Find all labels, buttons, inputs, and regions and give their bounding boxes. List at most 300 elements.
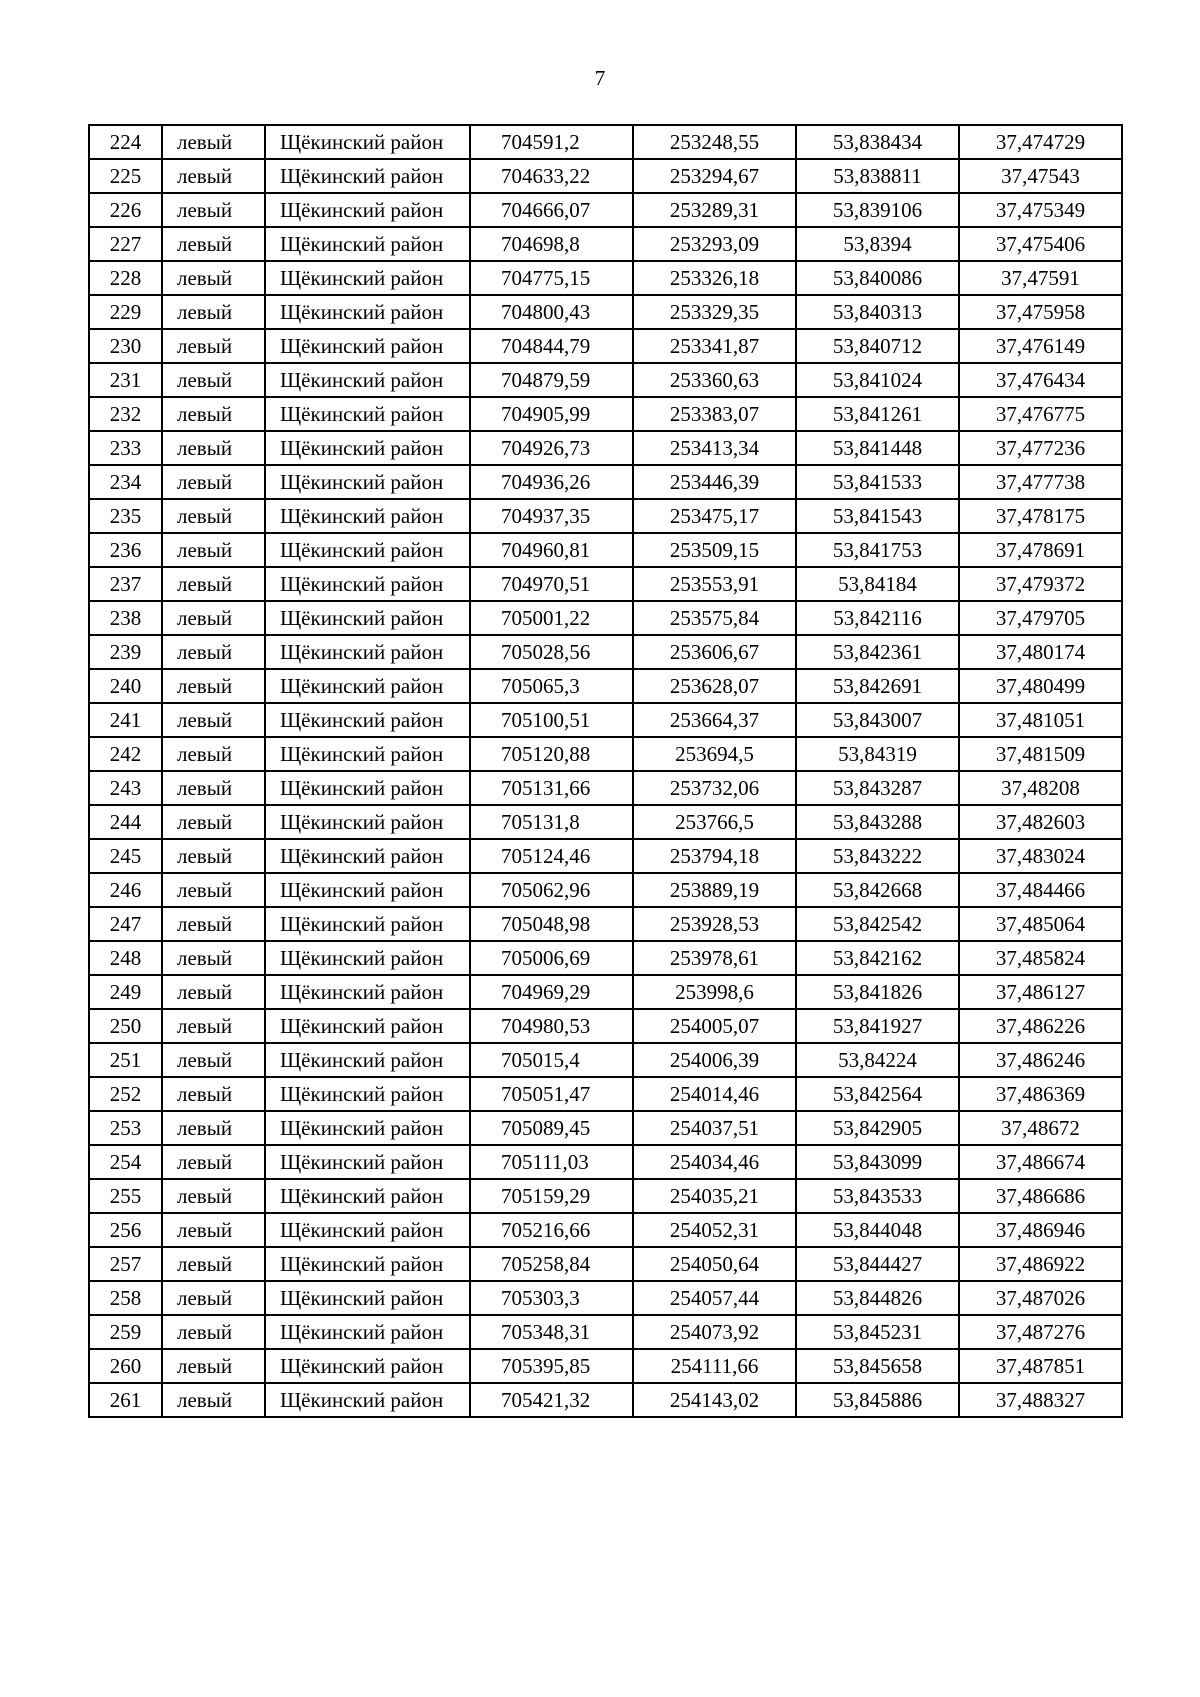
x-coordinate-cell: 704970,51 — [470, 567, 633, 601]
x-coordinate-cell: 704937,35 — [470, 499, 633, 533]
y-coordinate-cell: 253509,15 — [633, 533, 796, 567]
point-number-cell: 230 — [89, 329, 162, 363]
bank-side-cell: левый — [162, 601, 265, 635]
bank-side-cell: левый — [162, 1383, 265, 1417]
point-number-cell: 252 — [89, 1077, 162, 1111]
district-cell: Щёкинский район — [265, 329, 470, 363]
bank-side-cell: левый — [162, 805, 265, 839]
x-coordinate-cell: 705051,47 — [470, 1077, 633, 1111]
x-coordinate-cell: 704698,8 — [470, 227, 633, 261]
table-row — [89, 1247, 1122, 1281]
y-coordinate-cell: 253575,84 — [633, 601, 796, 635]
longitude-cell: 37,48672 — [959, 1111, 1122, 1145]
latitude-cell: 53,843007 — [796, 703, 959, 737]
y-coordinate-cell: 254037,51 — [633, 1111, 796, 1145]
bank-side-cell: левый — [162, 839, 265, 873]
bank-side-cell: левый — [162, 1315, 265, 1349]
table-row — [89, 805, 1122, 839]
bank-side-cell: левый — [162, 499, 265, 533]
latitude-cell: 53,842691 — [796, 669, 959, 703]
point-number-cell: 245 — [89, 839, 162, 873]
point-number-cell: 228 — [89, 261, 162, 295]
x-coordinate-cell: 705303,3 — [470, 1281, 633, 1315]
point-number-cell: 257 — [89, 1247, 162, 1281]
point-number-cell: 250 — [89, 1009, 162, 1043]
bank-side-cell: левый — [162, 873, 265, 907]
table-row — [89, 295, 1122, 329]
x-coordinate-cell: 704800,43 — [470, 295, 633, 329]
district-cell: Щёкинский район — [265, 703, 470, 737]
district-cell: Щёкинский район — [265, 669, 470, 703]
y-coordinate-cell: 254034,46 — [633, 1145, 796, 1179]
point-number-cell: 246 — [89, 873, 162, 907]
bank-side-cell: левый — [162, 975, 265, 1009]
point-number-cell: 238 — [89, 601, 162, 635]
latitude-cell: 53,843222 — [796, 839, 959, 873]
x-coordinate-cell: 705062,96 — [470, 873, 633, 907]
x-coordinate-cell: 704879,59 — [470, 363, 633, 397]
x-coordinate-cell: 705421,32 — [470, 1383, 633, 1417]
bank-side-cell: левый — [162, 635, 265, 669]
district-cell: Щёкинский район — [265, 1247, 470, 1281]
district-cell: Щёкинский район — [265, 431, 470, 465]
x-coordinate-cell: 705348,31 — [470, 1315, 633, 1349]
table-row — [89, 1179, 1122, 1213]
y-coordinate-cell: 253766,5 — [633, 805, 796, 839]
district-cell: Щёкинский район — [265, 295, 470, 329]
x-coordinate-cell: 704905,99 — [470, 397, 633, 431]
x-coordinate-cell: 705089,45 — [470, 1111, 633, 1145]
y-coordinate-cell: 253293,09 — [633, 227, 796, 261]
point-number-cell: 233 — [89, 431, 162, 465]
x-coordinate-cell: 704980,53 — [470, 1009, 633, 1043]
y-coordinate-cell: 253928,53 — [633, 907, 796, 941]
y-coordinate-cell: 253341,87 — [633, 329, 796, 363]
x-coordinate-cell: 705001,22 — [470, 601, 633, 635]
point-number-cell: 248 — [89, 941, 162, 975]
y-coordinate-cell: 253383,07 — [633, 397, 796, 431]
latitude-cell: 53,842668 — [796, 873, 959, 907]
x-coordinate-cell: 705100,51 — [470, 703, 633, 737]
bank-side-cell: левый — [162, 159, 265, 193]
latitude-cell: 53,844048 — [796, 1213, 959, 1247]
y-coordinate-cell: 253475,17 — [633, 499, 796, 533]
longitude-cell: 37,475349 — [959, 193, 1122, 227]
point-number-cell: 229 — [89, 295, 162, 329]
district-cell: Щёкинский район — [265, 1043, 470, 1077]
table-row — [89, 941, 1122, 975]
longitude-cell: 37,485824 — [959, 941, 1122, 975]
bank-side-cell: левый — [162, 1009, 265, 1043]
latitude-cell: 53,844826 — [796, 1281, 959, 1315]
latitude-cell: 53,845658 — [796, 1349, 959, 1383]
bank-side-cell: левый — [162, 193, 265, 227]
latitude-cell: 53,838811 — [796, 159, 959, 193]
point-number-cell: 254 — [89, 1145, 162, 1179]
table-row — [89, 1213, 1122, 1247]
bank-side-cell: левый — [162, 227, 265, 261]
latitude-cell: 53,841543 — [796, 499, 959, 533]
longitude-cell: 37,486246 — [959, 1043, 1122, 1077]
y-coordinate-cell: 253998,6 — [633, 975, 796, 1009]
x-coordinate-cell: 705258,84 — [470, 1247, 633, 1281]
bank-side-cell: левый — [162, 567, 265, 601]
point-number-cell: 251 — [89, 1043, 162, 1077]
table-row — [89, 567, 1122, 601]
y-coordinate-cell: 253294,67 — [633, 159, 796, 193]
district-cell: Щёкинский район — [265, 499, 470, 533]
x-coordinate-cell: 704775,15 — [470, 261, 633, 295]
longitude-cell: 37,487276 — [959, 1315, 1122, 1349]
longitude-cell: 37,477738 — [959, 465, 1122, 499]
point-number-cell: 243 — [89, 771, 162, 805]
table-row — [89, 669, 1122, 703]
latitude-cell: 53,842361 — [796, 635, 959, 669]
district-cell: Щёкинский район — [265, 771, 470, 805]
y-coordinate-cell: 253446,39 — [633, 465, 796, 499]
table-row — [89, 193, 1122, 227]
district-cell: Щёкинский район — [265, 1077, 470, 1111]
point-number-cell: 261 — [89, 1383, 162, 1417]
bank-side-cell: левый — [162, 1213, 265, 1247]
point-number-cell: 240 — [89, 669, 162, 703]
point-number-cell: 231 — [89, 363, 162, 397]
latitude-cell: 53,842564 — [796, 1077, 959, 1111]
district-cell: Щёкинский район — [265, 533, 470, 567]
latitude-cell: 53,841826 — [796, 975, 959, 1009]
table-row — [89, 1145, 1122, 1179]
table-row — [89, 1315, 1122, 1349]
x-coordinate-cell: 704591,2 — [470, 125, 633, 159]
y-coordinate-cell: 254111,66 — [633, 1349, 796, 1383]
bank-side-cell: левый — [162, 771, 265, 805]
latitude-cell: 53,843533 — [796, 1179, 959, 1213]
longitude-cell: 37,47591 — [959, 261, 1122, 295]
district-cell: Щёкинский район — [265, 1009, 470, 1043]
longitude-cell: 37,487026 — [959, 1281, 1122, 1315]
table-row — [89, 1077, 1122, 1111]
table-row — [89, 1043, 1122, 1077]
district-cell: Щёкинский район — [265, 1281, 470, 1315]
longitude-cell: 37,481051 — [959, 703, 1122, 737]
latitude-cell: 53,84224 — [796, 1043, 959, 1077]
latitude-cell: 53,839106 — [796, 193, 959, 227]
district-cell: Щёкинский район — [265, 839, 470, 873]
point-number-cell: 224 — [89, 125, 162, 159]
y-coordinate-cell: 253360,63 — [633, 363, 796, 397]
point-number-cell: 242 — [89, 737, 162, 771]
longitude-cell: 37,48208 — [959, 771, 1122, 805]
table-row — [89, 635, 1122, 669]
longitude-cell: 37,482603 — [959, 805, 1122, 839]
bank-side-cell: левый — [162, 907, 265, 941]
x-coordinate-cell: 705048,98 — [470, 907, 633, 941]
bank-side-cell: левый — [162, 295, 265, 329]
y-coordinate-cell: 254035,21 — [633, 1179, 796, 1213]
district-cell: Щёкинский район — [265, 1213, 470, 1247]
table-row — [89, 975, 1122, 1009]
bank-side-cell: левый — [162, 533, 265, 567]
latitude-cell: 53,84319 — [796, 737, 959, 771]
table-row — [89, 261, 1122, 295]
bank-side-cell: левый — [162, 703, 265, 737]
table-row — [89, 329, 1122, 363]
y-coordinate-cell: 253329,35 — [633, 295, 796, 329]
district-cell: Щёкинский район — [265, 1349, 470, 1383]
district-cell: Щёкинский район — [265, 941, 470, 975]
longitude-cell: 37,486922 — [959, 1247, 1122, 1281]
table-row — [89, 431, 1122, 465]
bank-side-cell: левый — [162, 941, 265, 975]
latitude-cell: 53,844427 — [796, 1247, 959, 1281]
district-cell: Щёкинский район — [265, 907, 470, 941]
district-cell: Щёкинский район — [265, 635, 470, 669]
y-coordinate-cell: 254073,92 — [633, 1315, 796, 1349]
longitude-cell: 37,476149 — [959, 329, 1122, 363]
x-coordinate-cell: 704969,29 — [470, 975, 633, 1009]
district-cell: Щёкинский район — [265, 261, 470, 295]
bank-side-cell: левый — [162, 431, 265, 465]
longitude-cell: 37,478691 — [959, 533, 1122, 567]
bank-side-cell: левый — [162, 397, 265, 431]
district-cell: Щёкинский район — [265, 601, 470, 635]
x-coordinate-cell: 704633,22 — [470, 159, 633, 193]
longitude-cell: 37,486226 — [959, 1009, 1122, 1043]
point-number-cell: 259 — [89, 1315, 162, 1349]
x-coordinate-cell: 705124,46 — [470, 839, 633, 873]
latitude-cell: 53,842905 — [796, 1111, 959, 1145]
x-coordinate-cell: 705065,3 — [470, 669, 633, 703]
longitude-cell: 37,486946 — [959, 1213, 1122, 1247]
point-number-cell: 235 — [89, 499, 162, 533]
point-number-cell: 239 — [89, 635, 162, 669]
point-number-cell: 236 — [89, 533, 162, 567]
point-number-cell: 234 — [89, 465, 162, 499]
x-coordinate-cell: 705216,66 — [470, 1213, 633, 1247]
latitude-cell: 53,843287 — [796, 771, 959, 805]
y-coordinate-cell: 254006,39 — [633, 1043, 796, 1077]
x-coordinate-cell: 705395,85 — [470, 1349, 633, 1383]
y-coordinate-cell: 253732,06 — [633, 771, 796, 805]
latitude-cell: 53,840712 — [796, 329, 959, 363]
y-coordinate-cell: 253289,31 — [633, 193, 796, 227]
table-row — [89, 1009, 1122, 1043]
point-number-cell: 253 — [89, 1111, 162, 1145]
y-coordinate-cell: 253794,18 — [633, 839, 796, 873]
table-row — [89, 1281, 1122, 1315]
x-coordinate-cell: 705006,69 — [470, 941, 633, 975]
bank-side-cell: левый — [162, 1179, 265, 1213]
bank-side-cell: левый — [162, 125, 265, 159]
bank-side-cell: левый — [162, 1281, 265, 1315]
point-number-cell: 255 — [89, 1179, 162, 1213]
longitude-cell: 37,486686 — [959, 1179, 1122, 1213]
latitude-cell: 53,845886 — [796, 1383, 959, 1417]
longitude-cell: 37,480499 — [959, 669, 1122, 703]
latitude-cell: 53,845231 — [796, 1315, 959, 1349]
y-coordinate-cell: 253413,34 — [633, 431, 796, 465]
table-row — [89, 227, 1122, 261]
latitude-cell: 53,841533 — [796, 465, 959, 499]
bank-side-cell: левый — [162, 363, 265, 397]
y-coordinate-cell: 254143,02 — [633, 1383, 796, 1417]
latitude-cell: 53,84184 — [796, 567, 959, 601]
table-row — [89, 397, 1122, 431]
table-row — [89, 1349, 1122, 1383]
table-row — [89, 499, 1122, 533]
longitude-cell: 37,475406 — [959, 227, 1122, 261]
bank-side-cell: левый — [162, 261, 265, 295]
point-number-cell: 237 — [89, 567, 162, 601]
district-cell: Щёкинский район — [265, 465, 470, 499]
district-cell: Щёкинский район — [265, 873, 470, 907]
district-cell: Щёкинский район — [265, 567, 470, 601]
y-coordinate-cell: 254050,64 — [633, 1247, 796, 1281]
table-row — [89, 363, 1122, 397]
point-number-cell: 226 — [89, 193, 162, 227]
bank-side-cell: левый — [162, 737, 265, 771]
table-row — [89, 1111, 1122, 1145]
longitude-cell: 37,488327 — [959, 1383, 1122, 1417]
point-number-cell: 227 — [89, 227, 162, 261]
district-cell: Щёкинский район — [265, 975, 470, 1009]
district-cell: Щёкинский район — [265, 363, 470, 397]
latitude-cell: 53,843099 — [796, 1145, 959, 1179]
table-row — [89, 159, 1122, 193]
district-cell: Щёкинский район — [265, 125, 470, 159]
latitude-cell: 53,840086 — [796, 261, 959, 295]
table-row — [89, 907, 1122, 941]
y-coordinate-cell: 254052,31 — [633, 1213, 796, 1247]
y-coordinate-cell: 253326,18 — [633, 261, 796, 295]
latitude-cell: 53,841927 — [796, 1009, 959, 1043]
district-cell: Щёкинский район — [265, 193, 470, 227]
district-cell: Щёкинский район — [265, 737, 470, 771]
table-body — [89, 125, 1122, 1417]
bank-side-cell: левый — [162, 1111, 265, 1145]
x-coordinate-cell: 705111,03 — [470, 1145, 633, 1179]
x-coordinate-cell: 704666,07 — [470, 193, 633, 227]
longitude-cell: 37,479372 — [959, 567, 1122, 601]
longitude-cell: 37,479705 — [959, 601, 1122, 635]
table-row — [89, 1383, 1122, 1417]
bank-side-cell: левый — [162, 1043, 265, 1077]
table-row — [89, 873, 1122, 907]
table-row — [89, 737, 1122, 771]
bank-side-cell: левый — [162, 465, 265, 499]
table-row — [89, 601, 1122, 635]
district-cell: Щёкинский район — [265, 397, 470, 431]
longitude-cell: 37,483024 — [959, 839, 1122, 873]
longitude-cell: 37,486674 — [959, 1145, 1122, 1179]
longitude-cell: 37,486127 — [959, 975, 1122, 1009]
point-number-cell: 256 — [89, 1213, 162, 1247]
x-coordinate-cell: 704936,26 — [470, 465, 633, 499]
y-coordinate-cell: 254014,46 — [633, 1077, 796, 1111]
longitude-cell: 37,477236 — [959, 431, 1122, 465]
bank-side-cell: левый — [162, 1145, 265, 1179]
table-row — [89, 533, 1122, 567]
district-cell: Щёкинский район — [265, 805, 470, 839]
x-coordinate-cell: 705131,8 — [470, 805, 633, 839]
x-coordinate-cell: 705131,66 — [470, 771, 633, 805]
point-number-cell: 241 — [89, 703, 162, 737]
latitude-cell: 53,842162 — [796, 941, 959, 975]
district-cell: Щёкинский район — [265, 1179, 470, 1213]
latitude-cell: 53,841261 — [796, 397, 959, 431]
latitude-cell: 53,841024 — [796, 363, 959, 397]
coordinates-table — [88, 124, 1123, 1418]
longitude-cell: 37,47543 — [959, 159, 1122, 193]
x-coordinate-cell: 704960,81 — [470, 533, 633, 567]
y-coordinate-cell: 253694,5 — [633, 737, 796, 771]
y-coordinate-cell: 253978,61 — [633, 941, 796, 975]
table-row — [89, 703, 1122, 737]
table-row — [89, 839, 1122, 873]
longitude-cell: 37,478175 — [959, 499, 1122, 533]
x-coordinate-cell: 705120,88 — [470, 737, 633, 771]
longitude-cell: 37,476775 — [959, 397, 1122, 431]
page-number: 7 — [594, 66, 606, 90]
y-coordinate-cell: 254005,07 — [633, 1009, 796, 1043]
point-number-cell: 258 — [89, 1281, 162, 1315]
bank-side-cell: левый — [162, 1349, 265, 1383]
bank-side-cell: левый — [162, 1247, 265, 1281]
longitude-cell: 37,487851 — [959, 1349, 1122, 1383]
longitude-cell: 37,474729 — [959, 125, 1122, 159]
x-coordinate-cell: 705015,4 — [470, 1043, 633, 1077]
y-coordinate-cell: 253553,91 — [633, 567, 796, 601]
bank-side-cell: левый — [162, 1077, 265, 1111]
y-coordinate-cell: 253664,37 — [633, 703, 796, 737]
district-cell: Щёкинский район — [265, 227, 470, 261]
district-cell: Щёкинский район — [265, 1383, 470, 1417]
point-number-cell: 247 — [89, 907, 162, 941]
bank-side-cell: левый — [162, 669, 265, 703]
y-coordinate-cell: 253248,55 — [633, 125, 796, 159]
district-cell: Щёкинский район — [265, 1315, 470, 1349]
point-number-cell: 260 — [89, 1349, 162, 1383]
longitude-cell: 37,475958 — [959, 295, 1122, 329]
x-coordinate-cell: 705028,56 — [470, 635, 633, 669]
latitude-cell: 53,841753 — [796, 533, 959, 567]
latitude-cell: 53,838434 — [796, 125, 959, 159]
district-cell: Щёкинский район — [265, 1145, 470, 1179]
table-row — [89, 465, 1122, 499]
x-coordinate-cell: 705159,29 — [470, 1179, 633, 1213]
district-cell: Щёкинский район — [265, 1111, 470, 1145]
latitude-cell: 53,841448 — [796, 431, 959, 465]
y-coordinate-cell: 254057,44 — [633, 1281, 796, 1315]
y-coordinate-cell: 253606,67 — [633, 635, 796, 669]
longitude-cell: 37,485064 — [959, 907, 1122, 941]
y-coordinate-cell: 253628,07 — [633, 669, 796, 703]
latitude-cell: 53,840313 — [796, 295, 959, 329]
point-number-cell: 225 — [89, 159, 162, 193]
bank-side-cell: левый — [162, 329, 265, 363]
latitude-cell: 53,842116 — [796, 601, 959, 635]
longitude-cell: 37,481509 — [959, 737, 1122, 771]
x-coordinate-cell: 704844,79 — [470, 329, 633, 363]
point-number-cell: 232 — [89, 397, 162, 431]
latitude-cell: 53,843288 — [796, 805, 959, 839]
point-number-cell: 249 — [89, 975, 162, 1009]
district-cell: Щёкинский район — [265, 159, 470, 193]
longitude-cell: 37,486369 — [959, 1077, 1122, 1111]
latitude-cell: 53,842542 — [796, 907, 959, 941]
table-row — [89, 125, 1122, 159]
longitude-cell: 37,476434 — [959, 363, 1122, 397]
